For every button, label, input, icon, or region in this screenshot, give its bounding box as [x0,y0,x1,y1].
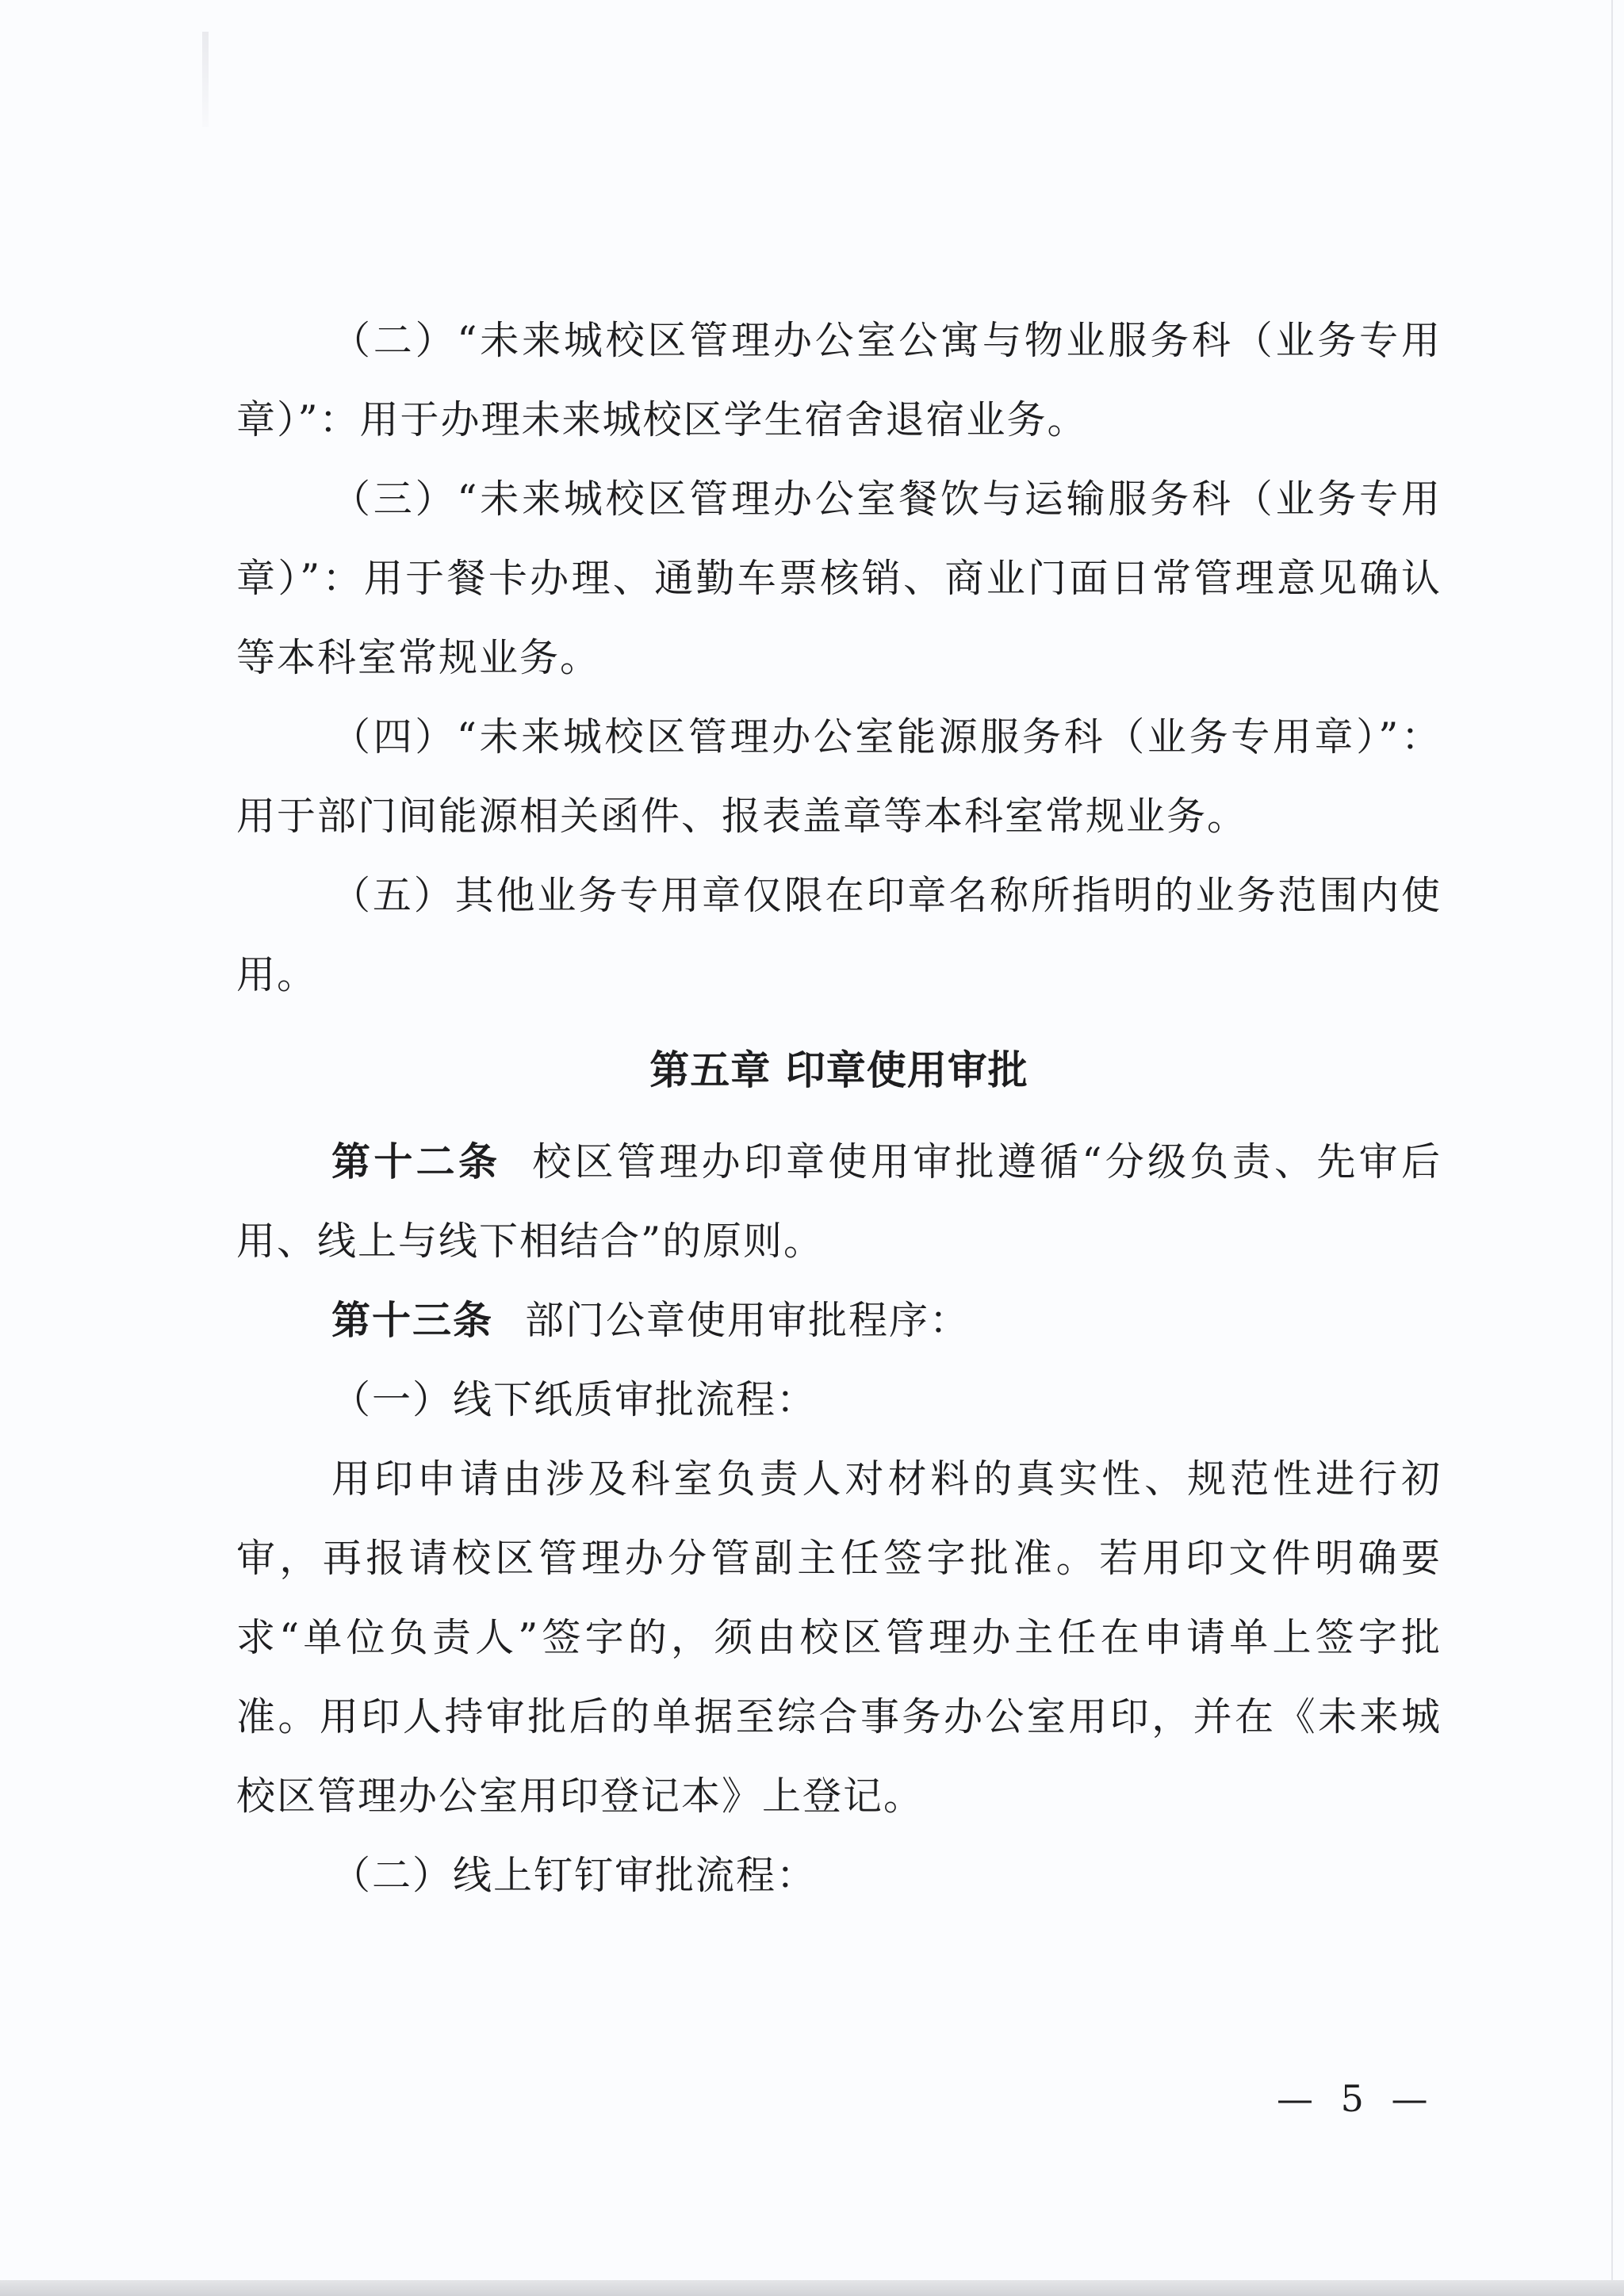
document-body [236,301,1442,1915]
paragraph-item-4: （四）“未来城校区管理办公室能源服务科（业务专用章）”：用于部门间能源相关函件、报表盖章等本科室常规业务。 [236,714,1442,839]
scan-edge [1611,0,1613,2296]
article-13 [236,1281,1442,1360]
subsection-1-body: 用印申请由涉及科室负责人对材料的真实性、规范性进行初审，再报请校区管理办分管副主任签字批准。若用印文件明确要求“单位负责人”签字的，须由校区管理办主任在申请单上签字批准。用印人持审批后的单据至综合事务办公室用印，并在《未来城校区管理办公室用印登记本》上登记。 [236,1456,1442,1819]
page-number: — 5 — [1277,2077,1436,2120]
paragraph-item-3: （三）“未来城校区管理办公室餐饮与运输服务科（业务专用章）”：用于餐卡办理、通勤车票核销、商业门面日常管理意见确认等本科室常规业务。 [236,476,1442,680]
subsection-1-title: （一）线下纸质审批流程： [331,1377,818,1422]
article-12-label: 第十二条 [331,1139,501,1184]
chapter-title: 第五章 印章使用审批 [649,1047,1028,1093]
article-12 [236,1123,1442,1281]
scan-edge-bottom [0,2280,1624,2296]
article-13-label: 第十三条 [331,1298,494,1343]
article-12-text: 校区管理办印章使用审批遵循“分级负责、先审后用、线上与线下相结合”的原则。 [236,1139,1442,1264]
subsection-2-title: （二）线上钉钉审批流程： [331,1853,818,1898]
paragraph-item-2: （二）“未来城校区管理办公室公寓与物业服务科（业务专用章）”：用于办理未来城校区学生宿舍退宿业务。 [236,318,1442,442]
paragraph-item-5: （五）其他业务专用章仅限在印章名称所指明的业务范围内使用。 [236,873,1442,997]
article-13-text: 部门公章使用审批程序： [525,1298,971,1343]
scan-artifact [202,32,209,127]
